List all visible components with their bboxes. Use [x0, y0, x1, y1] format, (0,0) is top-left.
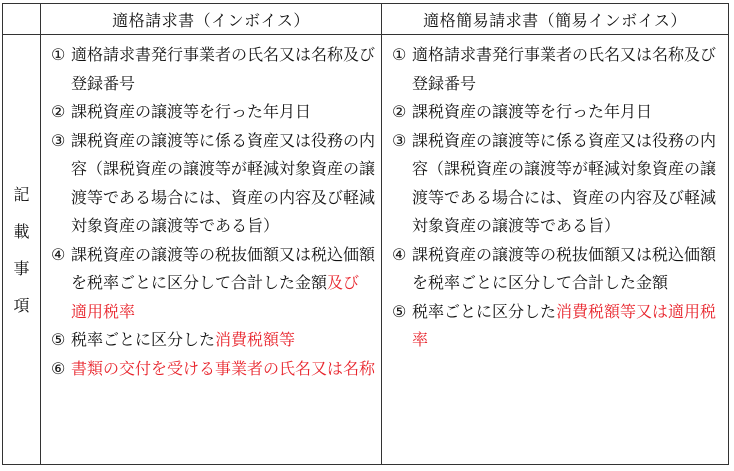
item-text: 税率ごとに区分した — [412, 301, 557, 321]
item-number: ④ — [51, 244, 66, 264]
item-highlight-text: 消費税額等 — [215, 330, 296, 349]
item-number: ② — [51, 102, 66, 121]
list-item — [382, 98, 722, 127]
list-item — [41, 41, 375, 98]
invoice-items-cell — [41, 35, 382, 465]
header-row — [3, 4, 729, 35]
item-number: ⑤ — [392, 301, 407, 321]
list-item — [41, 326, 375, 355]
simple-invoice-items-cell — [382, 35, 729, 465]
item-text: 課税資産の譲渡等を行った年月日 — [71, 102, 312, 121]
item-text: 課税資産の譲渡等を行った年月日 — [412, 102, 653, 121]
side-label-char: 事 — [13, 258, 30, 278]
item-number: ① — [392, 45, 407, 64]
item-text: 課税資産の譲渡等に係る資産又は役務の内容（課税資産の譲渡等が軽減対象資産の譲渡等である場合には、資産の内容及び軽減対象資産の譲渡等である旨） — [412, 130, 717, 235]
header-invoice: 適格請求書（インボイス） — [41, 4, 382, 35]
comparison-table — [2, 3, 729, 465]
side-label-char: 記 — [13, 184, 30, 204]
corner-cell — [3, 4, 41, 35]
item-text: 税率ごとに区分した — [71, 330, 216, 349]
list-item — [382, 241, 722, 298]
item-text: 課税資産の譲渡等の税抜価額又は税込価額を税率ごとに区分して合計した金額 — [412, 244, 717, 292]
item-number: ④ — [392, 244, 407, 264]
invoice-items-list — [41, 41, 381, 383]
side-label-cell — [3, 35, 41, 465]
item-number: ② — [392, 102, 407, 121]
item-highlight-text: 消費税額等又は適用税率 — [412, 301, 717, 349]
item-highlight-text: 及び適用税率 — [71, 273, 360, 321]
header-simple-invoice: 適格簡易請求書（簡易インボイス） — [382, 4, 729, 35]
list-item — [41, 98, 375, 127]
side-label-char: 項 — [13, 295, 30, 315]
list-item — [382, 41, 722, 98]
item-text: 課税資産の譲渡等に係る資産又は役務の内容（課税資産の譲渡等が軽減対象資産の譲渡等である場合には、資産の内容及び軽減対象資産の譲渡等である旨） — [71, 130, 376, 235]
side-label-char: 載 — [13, 221, 30, 241]
item-number: ③ — [51, 130, 66, 150]
item-text: 適格請求書発行事業者の氏名又は名称及び登録番号 — [412, 45, 717, 93]
list-item — [41, 241, 375, 327]
item-number: ⑤ — [51, 330, 66, 349]
item-text: 適格請求書発行事業者の氏名又は名称及び登録番号 — [71, 45, 376, 93]
list-item — [382, 127, 722, 241]
simple-invoice-items-list — [382, 41, 728, 355]
item-highlight-text: 書類の交付を受ける事業者の氏名又は名称 — [71, 358, 376, 378]
item-text: 課税資産の譲渡等の税抜価額又は税込価額を税率ごとに区分して合計した金額 — [71, 244, 376, 292]
list-item — [382, 298, 722, 355]
item-number: ⑥ — [51, 358, 66, 378]
item-number: ③ — [392, 130, 407, 150]
item-number: ① — [51, 45, 66, 64]
list-item — [41, 355, 375, 384]
list-item — [41, 127, 375, 241]
body-row — [3, 35, 729, 465]
